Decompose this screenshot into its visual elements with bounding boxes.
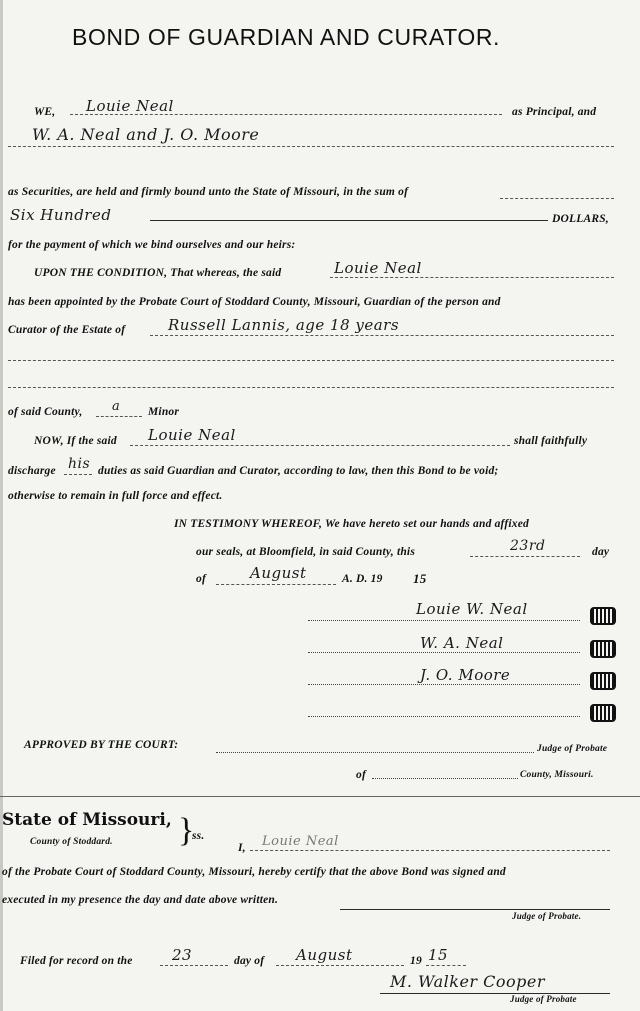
sum-tail-line (500, 198, 614, 199)
blank-line-1 (8, 360, 614, 361)
filed-month-line (276, 965, 404, 966)
principal-name-line (70, 114, 502, 115)
sum-line (150, 220, 548, 221)
shall-faithfully-label: shall faithfully (514, 435, 588, 447)
principal-name-handwritten: Louie Neal (86, 97, 174, 115)
i-label: I, (238, 842, 246, 854)
upon-condition-text: UPON THE CONDITION, That whereas, the said (34, 267, 282, 279)
securities-names-handwritten: W. A. Neal and J. O. Moore (32, 125, 260, 144)
ward-name-line (150, 335, 614, 336)
executed-text: executed in my presence the day and date above written. (2, 894, 279, 906)
as-principal-label: as Principal, and (512, 106, 597, 118)
dollars-label: DOLLARS, (552, 213, 609, 225)
seal-icon (590, 607, 616, 625)
certificate-judge-line (340, 909, 610, 910)
discharge-label: discharge (8, 465, 56, 477)
signature-line-3 (308, 684, 580, 685)
a-line (96, 416, 142, 417)
month-line (216, 584, 336, 585)
ss-label: ss. (192, 830, 205, 842)
duties-text: duties as said Guardian and Curator, according to law, then this Bond to be void; (98, 465, 499, 477)
minor-label: Minor (148, 406, 180, 418)
filing-judge-label: Judge of Probate (510, 994, 577, 1004)
day-label: day (592, 546, 610, 558)
securities-line (8, 146, 614, 147)
sum-written-handwritten: Six Hundred (10, 206, 112, 224)
month-value-handwritten: August (250, 564, 307, 582)
day-line (470, 556, 580, 557)
now-name-handwritten: Louie Neal (148, 426, 236, 444)
filed-month-handwritten: August (296, 946, 353, 964)
filed-year-handwritten: 15 (428, 946, 449, 964)
county-missouri-label: County, Missouri. (520, 770, 594, 780)
judge-of-probate-label: Judge of Probate (537, 744, 608, 754)
seal-icon (590, 672, 616, 690)
scan-edge-left (0, 0, 3, 1011)
brace-icon: } (178, 812, 195, 849)
seal-icon (590, 640, 616, 658)
filed-day-handwritten: 23 (172, 946, 193, 964)
ad-label: A. D. 19 (342, 573, 383, 585)
certify-text: of the Probate Court of Stoddard County, Missouri, hereby certify that the above Bond was signed and (2, 866, 506, 878)
state-label: State of Missouri, (2, 810, 172, 830)
a-handwritten: a (112, 399, 121, 414)
signature-line-2 (308, 652, 580, 653)
section-divider (0, 796, 640, 797)
filed-day-line (160, 965, 228, 966)
blank-line-2 (8, 387, 614, 388)
pronoun-handwritten: his (68, 456, 91, 472)
otherwise-text: otherwise to remain in full force and effect. (8, 490, 223, 502)
guardian-name-line (330, 277, 614, 278)
filed-day-of-label: day of (234, 955, 265, 967)
certificate-judge-label: Judge of Probate. (512, 911, 582, 921)
clerk-name-line (250, 850, 610, 851)
ward-name-handwritten: Russell Lannis, age 18 years (168, 316, 400, 334)
for-payment-text: for the payment of which we bind ourselves and our heirs: (8, 239, 296, 251)
pronoun-line (64, 474, 92, 475)
approval-judge-line (216, 752, 534, 753)
signature-line-4 (308, 716, 580, 717)
appointed-text: has been appointed by the Probate Court of Stoddard County, Missouri, Guardian of the person and (8, 296, 501, 308)
judge-signature-handwritten: M. Walker Cooper (390, 972, 546, 991)
we-label: WE, (34, 106, 56, 118)
signature-line-1 (308, 620, 580, 621)
guardian-name-handwritten: Louie Neal (334, 259, 422, 277)
of-said-county-label: of said County, (8, 406, 83, 418)
approval-county-line (372, 778, 518, 779)
day-value-handwritten: 23rd (510, 538, 546, 554)
approved-label: APPROVED BY THE COURT: (24, 739, 179, 751)
signature-3-handwritten: J. O. Moore (420, 666, 511, 684)
signature-1-handwritten: Louie W. Neal (416, 600, 528, 618)
seal-icon (590, 704, 616, 722)
seals-line-text: our seals, at Bloomfield, in said County, this (196, 546, 416, 558)
clerk-name-handwritten: Louie Neal (262, 834, 339, 849)
testimony-text: IN TESTIMONY WHEREOF, We have hereto set our hands and affixed (174, 518, 530, 530)
filed-year-line (426, 965, 466, 966)
as-securities-text: as Securities, are held and firmly bound unto the State of Missouri, in the sum of (8, 186, 409, 198)
curator-of-estate-label: Curator of the Estate of (8, 324, 126, 336)
year-value: 15 (413, 571, 427, 586)
of-label: of (196, 573, 206, 585)
county-label: County of Stoddard. (30, 837, 113, 847)
page-title: BOND OF GUARDIAN AND CURATOR. (72, 24, 501, 50)
filed-century-label: 19 (410, 955, 422, 967)
filed-label: Filed for record on the (20, 955, 133, 967)
approval-of-label: of (356, 769, 366, 781)
now-name-line (130, 445, 510, 446)
now-if-text: NOW, If the said (34, 435, 117, 447)
signature-2-handwritten: W. A. Neal (420, 634, 504, 652)
